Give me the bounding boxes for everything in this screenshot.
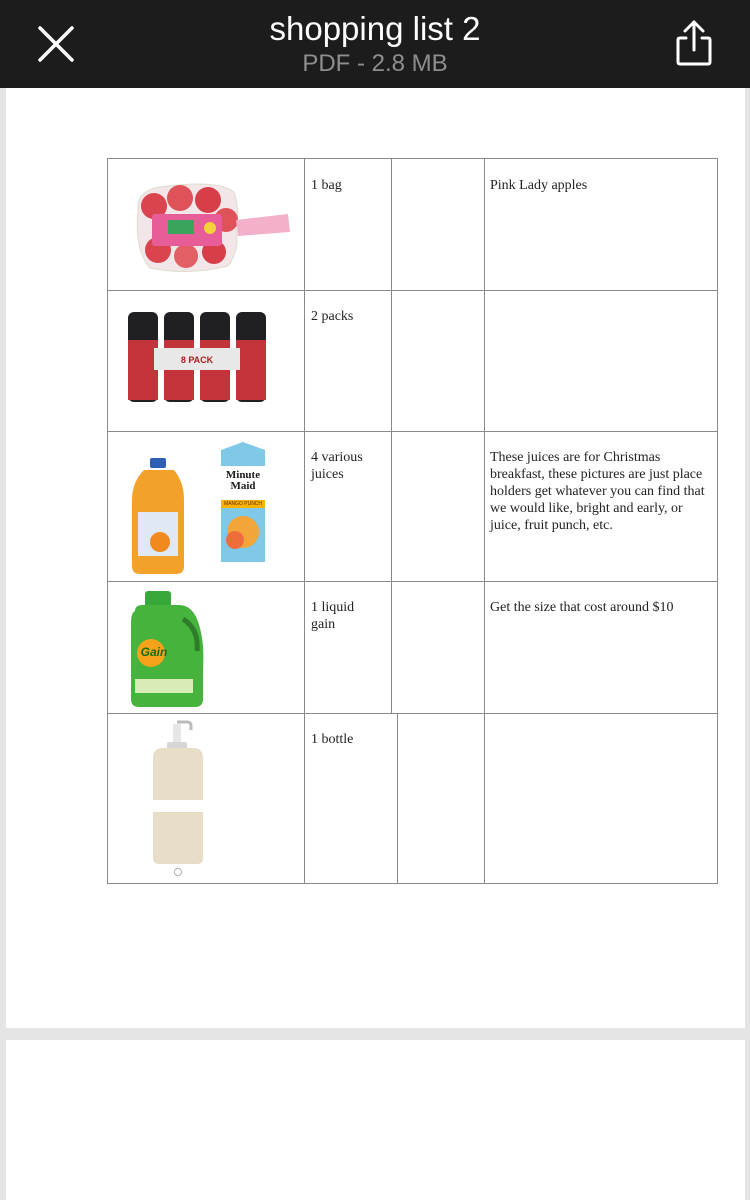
table-border-top (107, 158, 718, 159)
apple-bag-image (128, 180, 294, 276)
pdf-page-2[interactable] (6, 1040, 745, 1200)
gain-label: Gain (140, 645, 168, 659)
table-border-left (107, 158, 108, 884)
table-border-right (717, 158, 718, 884)
minute-maid-label-1: Minute (225, 469, 261, 481)
minute-maid-carton-image (217, 440, 269, 564)
body-wash-image (147, 718, 209, 878)
bodyarmor-pack-image (124, 310, 270, 405)
quantity-cell: 1 liquid gain (311, 600, 355, 632)
notes-cell: Pink Lady apples (490, 178, 588, 193)
quantity-cell: 1 bag (311, 178, 342, 193)
column-divider (391, 158, 392, 714)
minute-maid-flavor: MANGO PUNCH (223, 501, 263, 507)
column-divider (397, 713, 398, 884)
quantity-cell: 4 various juices (311, 450, 363, 482)
bodyarmor-pack-label: 8 PACK (180, 355, 214, 365)
document-title: shopping list 2 (269, 10, 481, 47)
notes-cell: Get the size that cost around $10 (490, 600, 674, 615)
gain-detergent-image (127, 589, 207, 709)
minute-maid-label-2: Maid (230, 480, 256, 492)
quantity-cell: 2 packs (311, 309, 354, 324)
quantity-cell: 1 bottle (311, 732, 354, 747)
table-border-bottom (107, 883, 718, 884)
notes-cell: These juices are for Christmas breakfast, these pictures are just place holders get whatever you can find that we would like, bright and early, or juice, fruit punch, etc. (490, 450, 705, 533)
row-divider (107, 713, 718, 714)
row-divider (107, 581, 718, 582)
row-divider (107, 290, 718, 291)
row-divider (107, 431, 718, 432)
column-divider (304, 158, 305, 884)
document-size: PDF - 2.8 MB (302, 50, 448, 77)
orange-juice-jug-image (130, 456, 188, 576)
column-divider (484, 158, 485, 884)
